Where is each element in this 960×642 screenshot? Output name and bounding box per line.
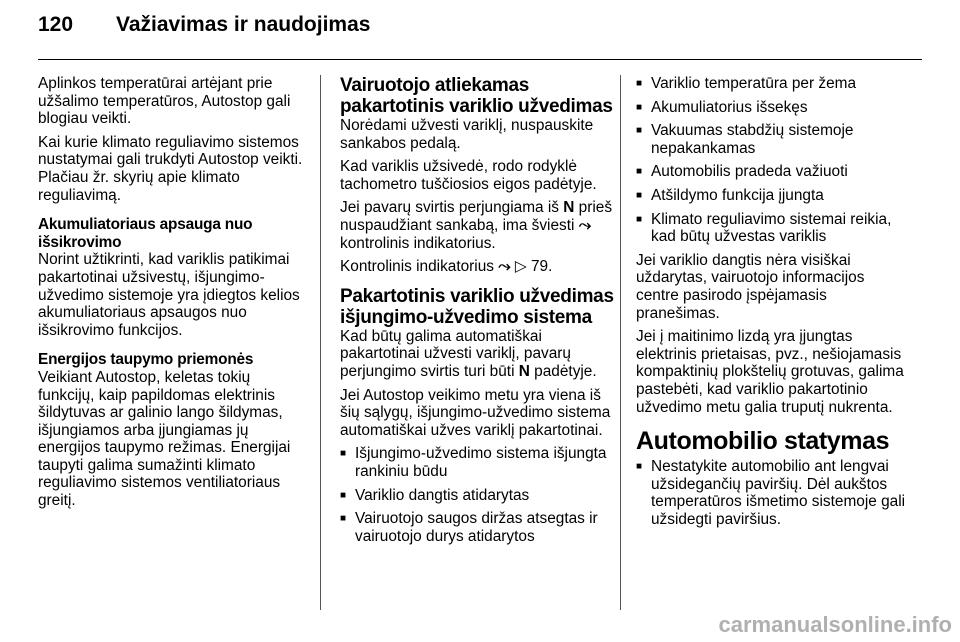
paragraph: Jei variklio dangtis nėra visiškai uždarytas, vairuotojo informacijos centre pasirodo įspėjamasis pranešimas. xyxy=(636,251,865,322)
list-item: ■ Išjungimo-užvedimo sistema išjungta rankiniu būdu xyxy=(340,445,616,480)
heading-driver-restart: Vairuotojo atliekamas pakartotinis variklio užvedimas xyxy=(340,75,613,117)
list-item: ■ Vakuumas stabdžių sistemoje nepakankamas xyxy=(636,122,908,157)
paragraph: Jei Autostop veikimo metu yra viena iš šių sąlygų, išjungimo-užvedimo sistema automatiškai užves variklį pakartotinai. xyxy=(340,386,611,439)
subheading-battery: Akumuliatoriaus apsauga nuo išsikrovimo xyxy=(38,216,253,251)
list-item: ■ Automobilis pradeda važiuoti xyxy=(636,163,908,181)
text-run: 79. xyxy=(526,258,553,276)
paragraph: Norint užtikrinti, kad variklis patikimai pakartotinai užsivestų, išjungimo-užvedimo sistemoje yra įdiegtos kelios akumuliatoriaus apsaugos nuo išsikrovimo funkcijos. xyxy=(38,251,300,339)
column-divider-1 xyxy=(320,75,321,610)
page-reference-icon: ▷ xyxy=(514,258,527,276)
condition-list-continued xyxy=(636,75,908,246)
column-2 xyxy=(340,75,616,551)
paragraph: Kad variklis užsivedė, rodo rodyklė tachometro tuščiosios eigos padėtyje. xyxy=(340,158,597,193)
column-1 xyxy=(38,75,310,516)
text-run: Kad būtų galima automatiškai pakartotinai užvesti variklį, pavarų perjungimo svirtis turi būti xyxy=(340,327,571,380)
parking-list xyxy=(636,458,908,528)
autostop-indicator-icon: ⤳ xyxy=(578,216,592,234)
text-run: padėtyje. xyxy=(529,362,597,380)
paragraph: Jei į maitinimo lizdą yra įjungtas elektrinis prietaisas, pvz., nešiojamasis kompaktinių plokštelių grotuvas, galima pastebėti, kad variklio pakartotinio užvedimo metu galia truputį nukrenta. xyxy=(636,328,904,416)
gear-n-label: N xyxy=(563,199,575,217)
condition-list xyxy=(340,445,616,545)
paragraph: Norėdami užvesti variklį, nuspauskite sankabos pedalą. xyxy=(340,117,594,152)
heading-system-restart: Pakartotinis variklio užvedimas išjungimo-užvedimo sistema xyxy=(340,285,614,328)
page-header xyxy=(38,13,370,53)
section-title: Važiavimas ir naudojimas xyxy=(116,13,371,36)
column-3 xyxy=(636,75,908,534)
gear-n-label: N xyxy=(518,362,530,380)
paragraph xyxy=(340,258,616,276)
page-number: 120 xyxy=(38,13,74,36)
text-run: kontrolinis indikatorius. xyxy=(340,234,496,252)
list-item: ■ Nestatykite automobilio ant lengvai užsidegančių paviršių. Dėl aukštos temperatūros išmetimo sistemoje gali užsidegti paviršius. xyxy=(636,458,908,528)
header-rule xyxy=(38,59,922,60)
paragraph: Kai kurie klimato reguliavimo sistemos nustatymai gali trukdyti Autostop veikti. Plačiau žr. skyrių apie klimato reguliavimą. xyxy=(38,133,303,204)
text-run: Kontrolinis indikatorius xyxy=(340,258,499,276)
text-run: Jei pavarų svirtis perjungiama iš xyxy=(340,199,564,217)
paragraph xyxy=(340,328,616,381)
list-item: ■ Atšildymo funkcija įjungta xyxy=(636,187,908,205)
subheading-energy: Energijos taupymo priemonės xyxy=(38,351,254,369)
column-divider-2 xyxy=(620,75,621,610)
list-item: ■ Klimato reguliavimo sistemai reikia, kad būtų užvestas variklis xyxy=(636,211,908,246)
heading-parking: Automobilio statymas xyxy=(636,427,890,456)
paragraph xyxy=(340,199,616,252)
list-item: ■ Akumuliatorius išsekęs xyxy=(636,99,908,117)
list-item: ■ Variklio dangtis atidarytas xyxy=(340,487,616,505)
paragraph: Veikiant Autostop, keletas tokių funkcijų, kaip papildomas elektrinis šildytuvas ar galinio lango šildymas, išjungiamos arba įjungiamas jų energijos taupymo režimas. Energijai taupyti galima sumažinti klimato reguliavimo sistemos ventiliatoriaus greitį. xyxy=(38,368,291,510)
list-item: ■ Variklio temperatūra per žema xyxy=(636,75,908,93)
text-run: prieš nuspaudžiant sankabą, ima šviesti xyxy=(340,199,613,234)
watermark: carmanualsonline.info xyxy=(718,612,952,637)
autostop-indicator-icon: ⤳ xyxy=(498,258,511,276)
paragraph: Aplinkos temperatūrai artėjant prie užšalimo temperatūros, Autostop gali blogiau veikti. xyxy=(38,75,291,128)
list-item: ■ Vairuotojo saugos diržas atsegtas ir vairuotojo durys atidarytos xyxy=(340,510,616,545)
